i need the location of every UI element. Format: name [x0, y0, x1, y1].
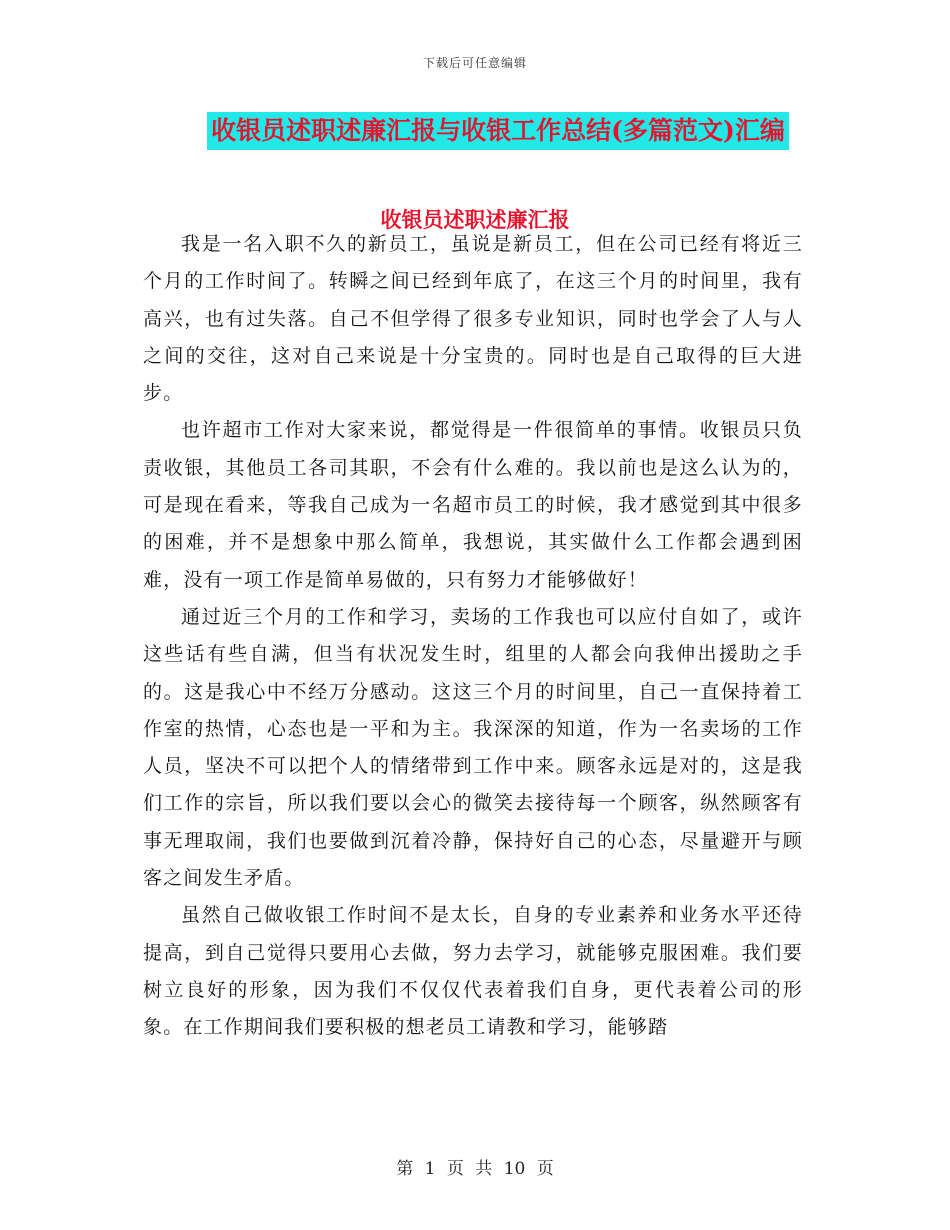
page-number-footer: 第 1 页 共 10 页	[396, 1159, 554, 1179]
section-title: 收银员述职述廉汇报	[380, 207, 570, 232]
paragraph-2: 也许超市工作对大家来说，都觉得是一件很简单的事情。收银员只负责收银，其他员工各司其职，不会有什么难的。我以前也是这么认为的，可是现在看来，等我自己成为一名超市员工的时候，我才感觉到其中很多的困难，并不是想象中那么简单，我想说，其实做什么工作都会遇到困难，没有一项工作是简单易做的，只有努力才能够做好！	[143, 419, 803, 591]
body-text	[143, 226, 803, 1047]
header-note: 下载后可任意编辑	[422, 56, 527, 70]
paragraph-4: 虽然自己做收银工作时间不是太长，自身的专业素养和业务水平还待提高，到自己觉得只要用心去做，努力去学习，就能够克服困难。我们要树立良好的形象，因为我们不仅仅代表着我们自身，更代表着公司的形象。在工作期间我们要积极的想老员工请教和学习，能够踏	[143, 904, 803, 1039]
paragraph-3: 通过近三个月的工作和学习，卖场的工作我也可以应付自如了，或许这些话有些自满，但当有状况发生时，组里的人都会向我伸出援助之手的。这是我心中不经万分感动。这这三个月的时间里，自己一直保持着工作室的热情，心态也是一平和为主。我深深的知道，作为一名卖场的工作人员，坚决不可以把个人的情绪带到工作中来。顾客永远是对的，这是我们工作的宗旨，所以我们要以会心的微笑去接待每一个顾客，纵然顾客有事无理取闹，我们也要做到沉着冷静，保持好自己的心态，尽量避开与顾客之间发生矛盾。	[143, 605, 803, 890]
paragraph-1: 我是一名入职不久的新员工，虽说是新员工，但在公司已经有将近三个月的工作时间了。转瞬之间已经到年底了，在这三个月的时间里，我有高兴，也有过失落。自己不但学得了很多专业知识，同时也学会了人与人之间的交往，这对自己来说是十分宝贵的。同时也是自己取得的巨大进步。	[143, 233, 803, 405]
main-title: 收银员述职述廉汇报与收银工作总结(多篇范文)汇编	[207, 112, 789, 150]
main-title-wrapper	[0, 112, 950, 150]
